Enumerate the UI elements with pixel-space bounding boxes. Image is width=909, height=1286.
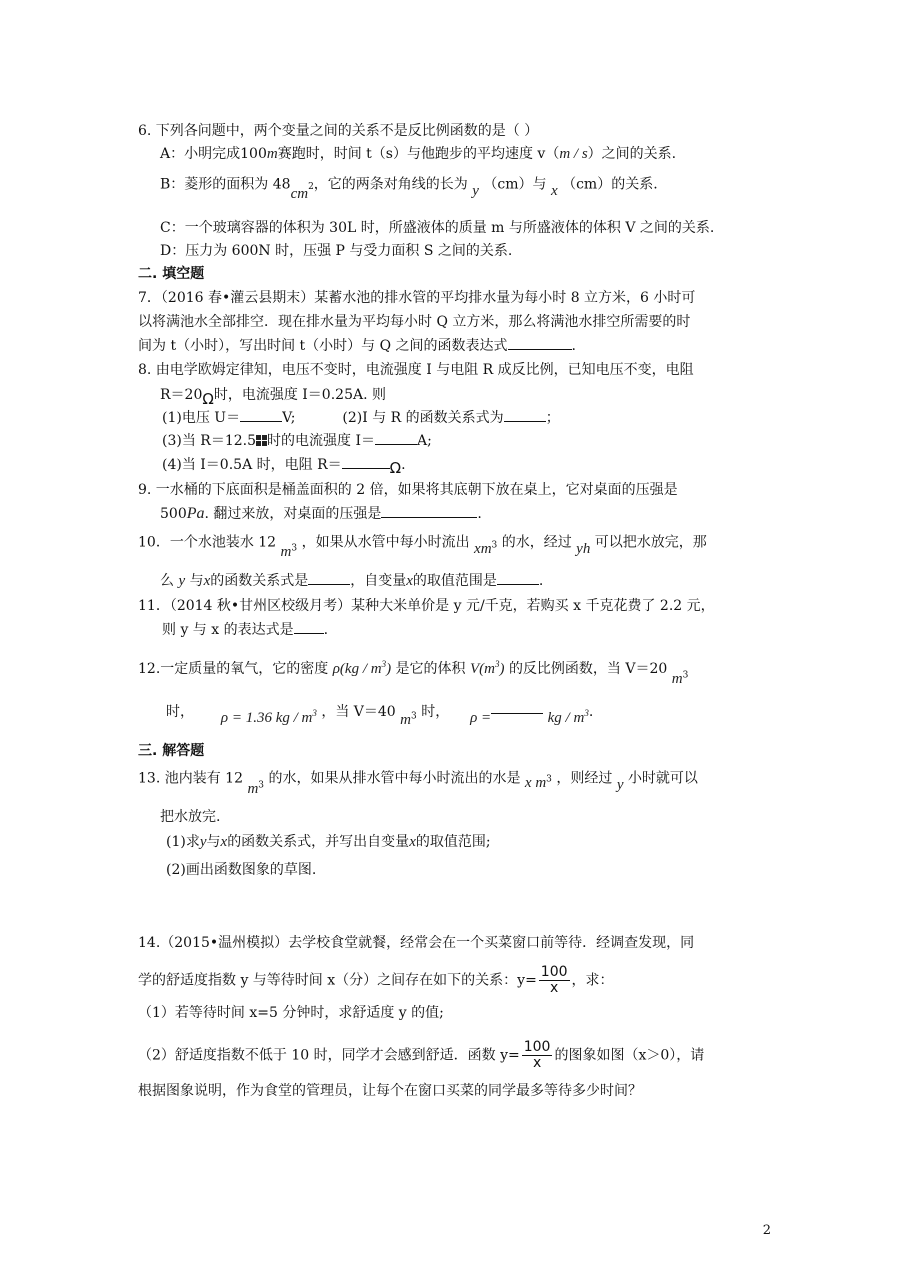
q8-blank-2[interactable] (504, 409, 546, 422)
q11-line2: 则 y 与 x 的表达式是 . (162, 622, 329, 638)
q6-option-a: A：小明完成100m赛跑时，时间 t（s）与他跑步的平均速度 v（m / s）之间的关系. (160, 146, 677, 162)
q12-line2: 时， ρ = 1.36 kg / $m^3$ ，当 V＝40 $m^3$ 时， ρ = kg / $m^3$. (166, 698, 593, 721)
q13-part1: (1)求y与x的函数关系式，并写出自变量x的取值范围; (166, 834, 491, 850)
q9-line1: 9. 一水桶的下底面积是桶盖面积的 2 倍，如果将其底朝下放在桌上，它对桌面的压强是 (138, 482, 678, 498)
q14-line1: 14.（2015•温州模拟）去学校食堂就餐，经常会在一个买菜窗口前等待．经调查发现，同 (138, 935, 695, 951)
q10-line1: 10．一个水池装水 12 $m^3$ ，如果从水管中每小时流出 $xm^3$ 的水，经过 yh 可以把水放完，那 (138, 534, 707, 560)
q8-part1: (1)电压 U＝ V; (2)I 与 R 的函数关系式为 ； (162, 410, 560, 426)
windows-logo-icon (256, 433, 267, 444)
q7-line1: 7．（2016 春•灌云县期末）某蓄水池的排水管的平均排水量为每小时 8 立方米，6 小时可 (138, 290, 696, 306)
q14-last-line: 根据图象说明，作为食堂的管理员，让每个在窗口买菜的同学最多等待多少时间？ (138, 1083, 642, 1099)
q14-part1: （1）若等待时间 x=5 分钟时，求舒适度 y 的值; (138, 1005, 444, 1021)
q6-option-b: B：菱形的面积为 $48cm^2$，它的两条对角线的长为 y （cm）与 x （cm）的关系. (160, 176, 658, 202)
section-fill-in-heading: 二. 填空题 (138, 266, 205, 282)
q14-part2: （2）舒适度指数不低于 10 时，同学才会感到舒适．函数 y= $\frac{100}{x}$ 的图象如图（x＞0），请 (138, 1039, 705, 1071)
q10-line2: 么 y 与x的函数关系式是 ，自变量x的取值范围是 . (160, 573, 544, 589)
q10-blank-1[interactable] (308, 572, 350, 585)
q9-line2: 500Pa. 翻过来放，对桌面的压强是 . (160, 505, 482, 522)
q7-line2: 以将满池水全部排空．现在排水量为平均每小时 Q 立方米，那么将满池水排空所需要的时 (138, 314, 691, 330)
q13-line1: 13. 池内装有 12 $m^3$ 的水，如果从排水管中每小时流出的水是 x $m^3$ ，则经过 y 小时就可以 (138, 770, 698, 797)
section-solve-heading: 三. 解答题 (138, 743, 205, 759)
q7-answer-blank[interactable] (508, 337, 572, 350)
q12-answer-blank[interactable] (491, 701, 543, 714)
q6-option-d: D：压力为 600N 时，压强 P 与受力面积 S 之间的关系. (160, 243, 513, 259)
q8-line1: 8. 由电学欧姆定律知，电压不变时，电流强度 I 与电阻 R 成反比例，已知电压不变，电阻 (138, 362, 694, 378)
q8-blank-4[interactable] (342, 456, 390, 469)
page-number: 2 (762, 1223, 771, 1238)
q8-blank-1[interactable] (240, 409, 282, 422)
q6-option-c: C：一个玻璃容器的体积为 30L 时，所盛液体的质量 m 与所盛液体的体积 V 之间的关系. (160, 220, 715, 236)
q9-answer-blank[interactable] (381, 505, 477, 518)
q14-line2: 学的舒适度指数 y 与等待时间 x（分）之间存在如下的关系：y= $\frac{100}{x}$ ，求： (138, 964, 614, 996)
q8-line2: R＝20Ω时，电流强度 I＝0.25A. 则 (160, 387, 386, 408)
q10-blank-2[interactable] (497, 572, 539, 585)
q7-line3: 间为 t（小时），写出时间 t（小时）与 Q 之间的函数表达式 . (138, 338, 576, 354)
q14-fraction: $\frac{100}{x}$ (540, 964, 568, 996)
q8-part4: (4)当 I＝0.5A 时，电阻 R＝ Ω. (162, 457, 406, 477)
q12-line1: 12.一定质量的氧气，它的密度 $\rho(kg / m^3)$ 是它的体积 $V(m^3)$ 的反比例函数，当 V＝20 $m^3$ (138, 659, 689, 687)
q6-stem: 6. 下列各问题中，两个变量之间的关系不是反比例函数的是（ ） (138, 123, 539, 139)
q13-part2: (2)画出函数图象的草图. (166, 862, 317, 878)
q8-part3: (3)当 R＝12.5 时的电流强度 I＝ A; (162, 433, 432, 449)
q11-line1: 11．（2014 秋•甘州区校级月考）某种大米单价是 y 元/千克，若购买 x 千克花费了 2.2 元， (138, 598, 715, 614)
q11-answer-blank[interactable] (294, 621, 324, 634)
q14-fraction-2: $\frac{100}{x}$ (523, 1039, 551, 1071)
q8-blank-3[interactable] (375, 432, 417, 445)
q13-line2: 把水放完. (160, 809, 221, 825)
